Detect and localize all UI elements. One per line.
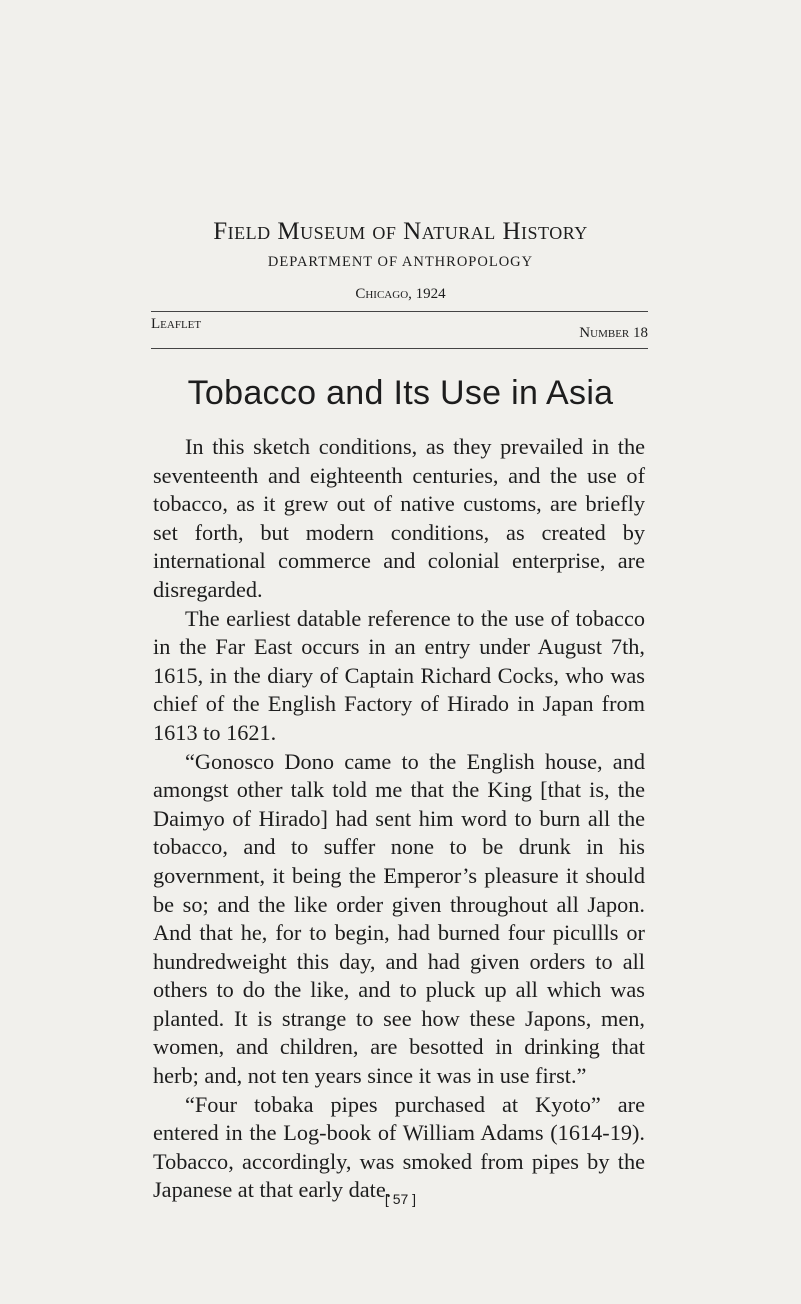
leaflet-label: Leaflet xyxy=(151,316,202,332)
paragraph-2: The earliest datable reference to the use of tobacco in the Far East occurs in an entry under August 7th, 1615, in the diary of Captain Richard Cocks, who was chief of the English Factory of Hirado in Japan from 1613 to 1621. xyxy=(153,605,645,745)
bottom-rule xyxy=(151,348,648,349)
article-body xyxy=(153,433,645,1205)
paragraph-1: In this sketch conditions, as they prevailed in the seventeenth and eighteenth centuries, and the use of tobacco, as it grew out of native customs, are briefly set forth, but modern conditions, as created by international commerce and colonial enterprise, are disregarded. xyxy=(153,434,645,602)
top-rule xyxy=(151,311,648,312)
article-title: Tobacco and Its Use in Asia xyxy=(187,374,614,412)
institution-name: Field Museum of Natural History xyxy=(213,218,588,245)
department-name: DEPARTMENT OF ANTHROPOLOGY xyxy=(267,254,534,270)
paragraph-3: “Gonosco Dono came to the English house, and amongst other talk told me that the King [that is, the Daimyo of Hirado] had sent him word to burn all the tobacco, and to suffer none to be drunk in his government, it being the Emperor’s pleasure it should be so; and the like order given throughout all Japon. And that he, for to begin, had burned four picullls or hundredweight this day, and had given orders to all others to do the like, and to pluck up all which was planted. It is strange to see how these Japons, men, women, and children, are besotted in drinking that herb; and, not ten years since it was in use first.” xyxy=(153,748,645,1089)
paragraph-4: “Four tobaka pipes purchased at Kyoto” are entered in the Log-book of William Adams (1614-19). Tobacco, accordingly, was smoked from pipes by the Japanese at that early date. xyxy=(153,1091,645,1203)
leaflet-number: Number 18 xyxy=(579,325,648,341)
place-date: Chicago, 1924 xyxy=(355,286,446,302)
page-number: [ 57 ] xyxy=(384,1191,417,1207)
